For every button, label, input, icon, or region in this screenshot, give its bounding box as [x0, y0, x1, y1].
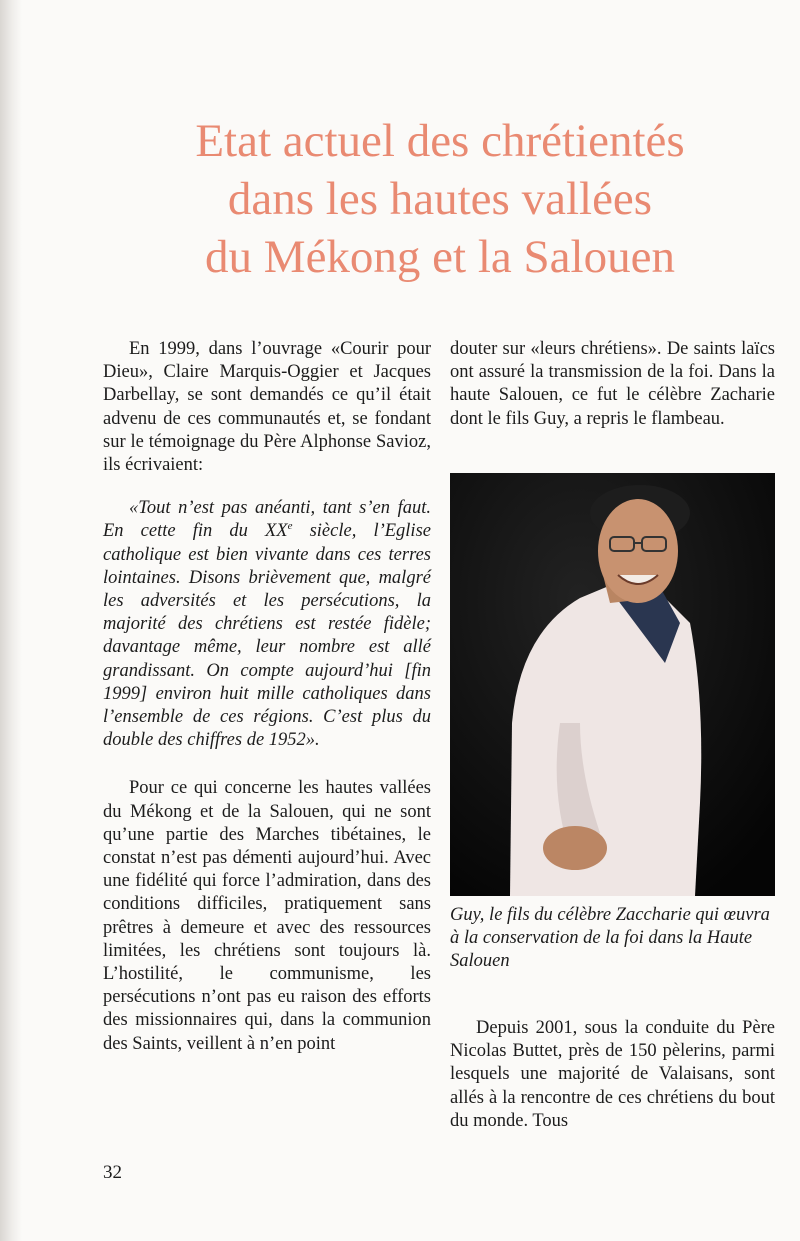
continuation-paragraph: douter sur «leurs chrétiens». De saints laïcs ont assuré la transmission de la foi. Dans la haute Salouen, ce fut le célèbre Zacharie dont le fils Guy, a repris le flambeau. [450, 339, 775, 429]
quote-text-start: «Tout n’est pas anéanti, tant s’en faut. En cette fin du XX [103, 498, 431, 542]
intro-paragraph: En 1999, dans l’ouvrage «Courir pour Dieu», Claire Marquis-Oggier et Jacques Darbellay, se sont demandés ce qu’il était advenu de ces communautés et, se fondant sur le témoignage du Père Alphonse Savioz, ils écrivaient: [103, 339, 431, 476]
page-number: 32 [103, 1162, 122, 1183]
right-column-bottom [450, 1017, 775, 1133]
left-column [103, 338, 431, 1056]
pilgrims-paragraph: Depuis 2001, sous la conduite du Père Nicolas Buttet, près de 150 pèlerins, parmi lesquels une majorité de Valaisans, sont allés à la rencontre de ces chrétiens du bout du monde. Tous [450, 1018, 775, 1131]
quote-superscript: e [287, 520, 293, 533]
quote-text-end: siècle, l’Eglise catholique est bien vivante dans ces terres lointaines. Disons brièvement que, malgré les adversités et les persécutions, la majorité des chrétiens est restée fidèle; davantage même, leur nombre est allé grandissant. On compte aujourd’hui [fin 1999] environ huit mille catholiques dans l’ensemble de ces régions. C’est plus du double des chiffres de 1952». [103, 521, 431, 751]
article-title [0, 112, 800, 286]
photo-caption: Guy, le fils du célèbre Zaccharie qui œuvra à la conservation de la foi dans la Haute Salouen [450, 905, 770, 972]
valleys-paragraph: Pour ce qui concerne les hautes vallées du Mékong et de la Salouen, qui ne sont qu’une partie des Marches tibétaines, le constat n’est pas démenti aujourd’hui. Avec une fidélité qui force l’admiration, dans des conditions difficiles, pratiquement sans prêtres à demeure et avec des ressources limitées, les chrétiens sont toujours là. L’hostilité, le communisme, les persécutions n’ont pas eu raison des efforts des missionnaires qui, dans la communion des Saints, veillent à n’en point [103, 778, 431, 1054]
title-line-1: Etat actuel des chrétientés [195, 115, 685, 167]
photo-guy [450, 473, 775, 896]
portrait-illustration [450, 473, 775, 896]
title-line-3: du Mékong et la Salouen [205, 231, 675, 283]
quote-paragraph [103, 497, 431, 752]
right-column-top [450, 338, 775, 431]
title-line-2: dans les hautes vallées [227, 173, 653, 225]
